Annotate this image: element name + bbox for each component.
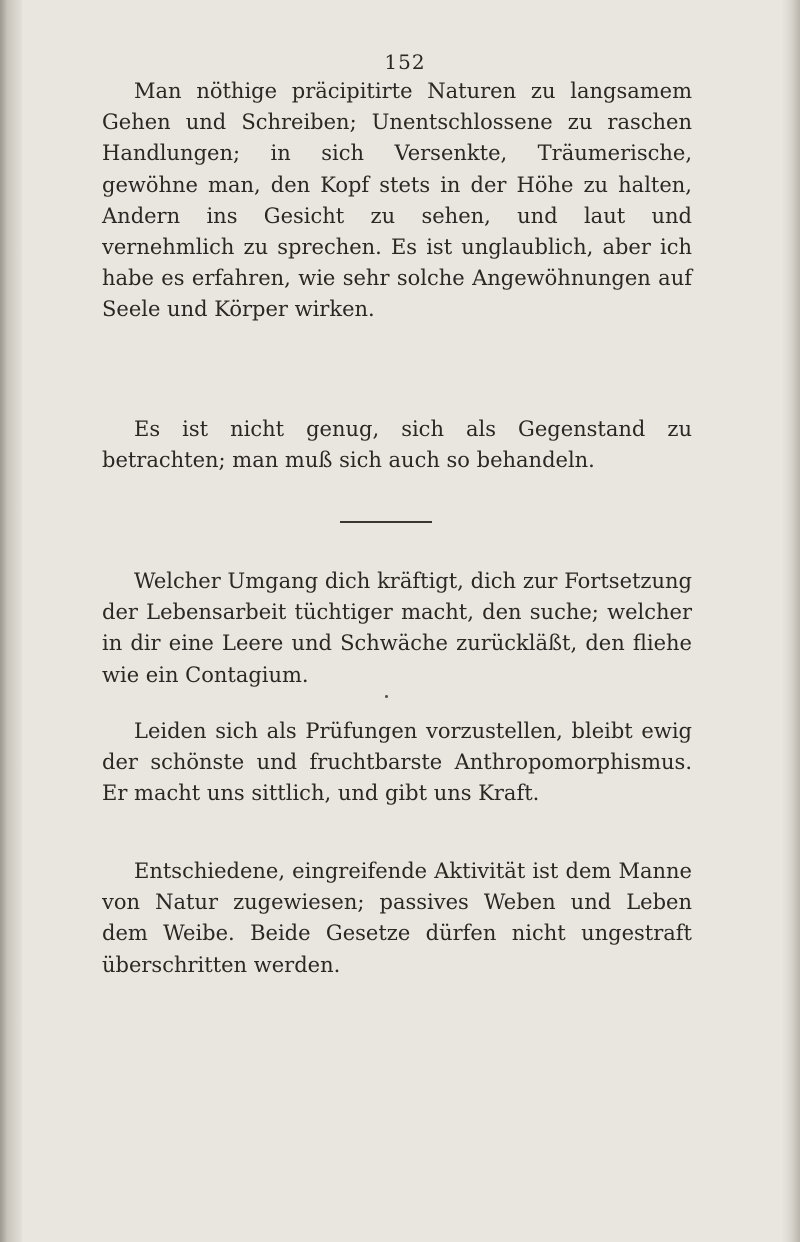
paragraph-5: Entschiedene, eingreifende Aktivität ist dem Manne von Natur zugewiesen; passives Weben und Leben dem Weibe. Beide Gesetze dürfen nicht ungestraft überschritten werden. (102, 859, 692, 977)
section-divider (340, 521, 432, 523)
book-page (30, 0, 780, 1242)
page-number: 152 (384, 50, 426, 74)
paragraph-4: Leiden sich als Prüfungen vorzustellen, bleibt ewig der schönste und fruchtbarste Anthropomorphismus. Er macht uns sittlich, und gibt uns Kraft. (102, 719, 692, 806)
print-mark (385, 695, 388, 698)
page-edge-right (782, 0, 800, 1242)
page-edge-left (0, 0, 22, 1242)
paragraph-3: Welcher Umgang dich kräftigt, dich zur Fortsetzung der Lebensarbeit tüchtiger macht, den suche; welcher in dir eine Leere und Schwäche zurückläßt, den fliehe wie ein Contagium. (102, 569, 692, 687)
paragraph-1: Man nöthige präcipitirte Naturen zu langsamem Gehen und Schreiben; Unentschlossene zu raschen Handlungen; in sich Versenkte, Träumerische, gewöhne man, den Kopf stets in der Höhe zu halten, Andern ins Gesicht zu sehen, und laut und vernehmlich zu sprechen. Es ist unglaublich, aber ich habe es erfahren, wie sehr solche Angewöhnungen auf Seele und Körper wirken. (102, 79, 692, 322)
paragraph-2: Es ist nicht genug, sich als Gegenstand zu betrachten; man muß sich auch so behandeln. (102, 417, 692, 473)
